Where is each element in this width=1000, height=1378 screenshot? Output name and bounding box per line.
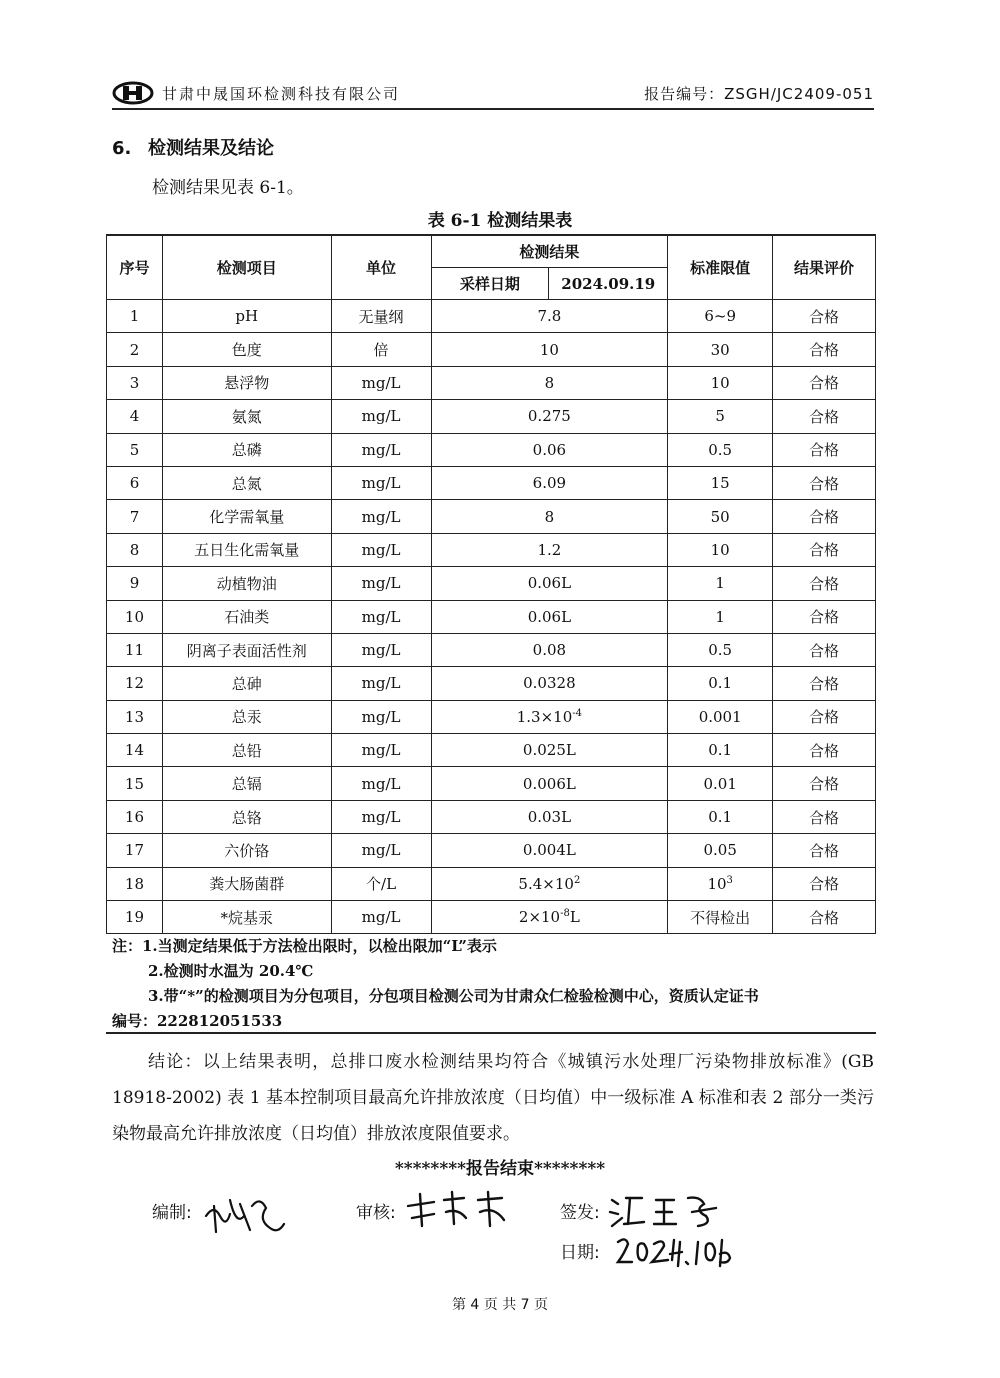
- cell-item-value: 动植物油: [216, 574, 277, 593]
- cell-result: [431, 901, 668, 934]
- cell-result: [431, 300, 668, 333]
- cell-unit: [331, 834, 431, 867]
- table-row: [107, 533, 876, 566]
- cell-item: [162, 366, 331, 399]
- cell-unit: [331, 466, 431, 499]
- cell-unit-value: mg/L: [361, 574, 401, 593]
- cell-seq: [107, 800, 163, 833]
- cell-unit-value: mg/L: [361, 707, 401, 726]
- cell-unit: [331, 867, 431, 900]
- table-row: [107, 400, 876, 433]
- cell-result-value: 0.275: [527, 407, 571, 426]
- cell-limit-value: 6~9: [704, 307, 737, 326]
- cell-seq-value: 5: [129, 440, 140, 459]
- cell-limit-value: 0.1: [708, 741, 733, 760]
- note-line-3: 3.带“*”的检测项目为分包项目，分包项目检测公司为甘肃众仁检验检测中心，资质认定证书: [148, 987, 759, 1005]
- results-body: [107, 300, 876, 934]
- table-header-row: [107, 235, 876, 268]
- cell-item: [162, 567, 331, 600]
- cell-item: [162, 700, 331, 733]
- cell-item-value: 总铬: [231, 808, 262, 827]
- cell-seq: [107, 500, 163, 533]
- header-unit: 单位: [331, 235, 431, 300]
- cell-evaluation: [773, 600, 876, 633]
- report-number: 报告编号：ZSGH/JC2409-051: [644, 84, 874, 103]
- note-line-2: 2.检测时水温为 20.4℃: [148, 962, 314, 980]
- cell-result-value: 0.06L: [527, 574, 572, 593]
- cell-item: [162, 767, 331, 800]
- cell-result: [431, 633, 668, 666]
- cell-item-value: *烷基汞: [220, 908, 274, 927]
- cell-evaluation-value: 合格: [809, 508, 840, 527]
- cell-seq: [107, 901, 163, 934]
- cell-result-value: 5.4×10: [518, 874, 574, 893]
- cell-limit: [668, 734, 773, 767]
- cell-result: [431, 667, 668, 700]
- cell-evaluation-value: 合格: [809, 741, 840, 760]
- cell-evaluation-value: 合格: [809, 407, 840, 426]
- header-result: 检测结果: [431, 235, 668, 268]
- cell-item: [162, 466, 331, 499]
- cell-result: [431, 600, 668, 633]
- cell-evaluation: [773, 867, 876, 900]
- cell-limit-value: 0.001: [698, 707, 742, 726]
- table-row: [107, 366, 876, 399]
- notes-divider: [106, 1032, 876, 1034]
- cell-unit: [331, 901, 431, 934]
- cell-result-value: 2×10: [518, 908, 561, 927]
- issued-label: 签发:: [560, 1203, 600, 1223]
- cell-result-value: 6.09: [532, 474, 567, 493]
- cell-limit-value: 0.5: [708, 641, 733, 660]
- cell-limit: [668, 800, 773, 833]
- cell-seq-value: 4: [129, 407, 140, 426]
- cell-limit: [668, 867, 773, 900]
- section-title-text: 检测结果及结论: [148, 138, 274, 159]
- cell-item-value: 阴离子表面活性剂: [186, 641, 307, 660]
- table-row: [107, 767, 876, 800]
- cell-limit: [668, 834, 773, 867]
- table-row: [107, 433, 876, 466]
- cell-unit-value: mg/L: [361, 407, 401, 426]
- cell-result-value: 1.2: [537, 540, 562, 559]
- cell-seq: [107, 533, 163, 566]
- cell-result: [431, 500, 668, 533]
- cell-limit-value: 50: [710, 507, 730, 526]
- header-item: 检测项目: [162, 235, 331, 300]
- header-limit: 标准限值: [668, 235, 773, 300]
- table-row: [107, 667, 876, 700]
- cell-evaluation-value: 合格: [809, 441, 840, 460]
- section-number: 6.: [112, 138, 132, 159]
- cell-result-value: 0.08: [532, 641, 567, 660]
- cell-result: [431, 366, 668, 399]
- cell-seq-value: 1: [129, 307, 140, 326]
- cell-result-value: 1.3×10: [516, 707, 573, 726]
- cell-evaluation: [773, 901, 876, 934]
- cell-result-value: 8: [544, 507, 555, 526]
- cell-evaluation-value: 合格: [809, 341, 840, 360]
- cell-evaluation: [773, 533, 876, 566]
- cell-evaluation: [773, 366, 876, 399]
- cell-unit: [331, 700, 431, 733]
- cell-evaluation-value: 合格: [809, 875, 840, 894]
- cell-seq-value: 7: [129, 507, 140, 526]
- cell-unit: [331, 400, 431, 433]
- cell-unit: [331, 734, 431, 767]
- cell-seq: [107, 567, 163, 600]
- cell-seq: [107, 333, 163, 366]
- cell-item-value: 总磷: [231, 441, 262, 460]
- company-logo-icon: [112, 81, 154, 105]
- cell-result: [431, 400, 668, 433]
- cell-item-value: 总砷: [231, 674, 262, 693]
- cell-unit: [331, 600, 431, 633]
- cell-evaluation: [773, 800, 876, 833]
- cell-result: [431, 867, 668, 900]
- cell-limit: [668, 667, 773, 700]
- cell-limit: [668, 300, 773, 333]
- cell-limit-value: 10: [707, 874, 727, 893]
- cell-item: [162, 300, 331, 333]
- cell-limit-value: 1: [715, 607, 725, 626]
- cell-limit: [668, 600, 773, 633]
- cell-limit-exponent: 3: [726, 874, 733, 886]
- cell-limit-value: 0.5: [708, 440, 733, 459]
- cell-limit: [668, 400, 773, 433]
- cell-item-value: 总镉: [231, 775, 262, 794]
- cell-evaluation: [773, 466, 876, 499]
- cell-unit-value: mg/L: [361, 474, 401, 493]
- cell-seq: [107, 400, 163, 433]
- cell-evaluation-value: 合格: [809, 374, 840, 393]
- cell-seq: [107, 433, 163, 466]
- cell-result-value: 0.006L: [522, 774, 576, 793]
- cell-item-value: 石油类: [224, 608, 270, 627]
- signature-date-handwritten: [614, 1232, 734, 1272]
- table-row: [107, 834, 876, 867]
- report-end-mark: ********报告结束********: [394, 1159, 606, 1179]
- cell-unit-value: 个/L: [366, 875, 397, 894]
- cell-result: [431, 466, 668, 499]
- cell-seq-value: 19: [124, 908, 144, 927]
- table-row: [107, 600, 876, 633]
- cell-result-value: 7.8: [537, 307, 562, 326]
- cell-unit: [331, 366, 431, 399]
- cell-result-value: 0.06L: [527, 607, 572, 626]
- cell-seq: [107, 633, 163, 666]
- cell-evaluation: [773, 567, 876, 600]
- cell-evaluation: [773, 767, 876, 800]
- cell-result: [431, 767, 668, 800]
- cell-limit: [668, 500, 773, 533]
- cell-item: [162, 433, 331, 466]
- cell-evaluation: [773, 400, 876, 433]
- reviewer-signature: [404, 1188, 514, 1232]
- cell-unit-value: mg/L: [361, 540, 401, 559]
- cell-item: [162, 633, 331, 666]
- cell-unit: [331, 767, 431, 800]
- cell-evaluation-value: 合格: [809, 708, 840, 727]
- cell-unit: [331, 333, 431, 366]
- cell-seq: [107, 667, 163, 700]
- table-row: [107, 500, 876, 533]
- cell-result-exponent: -4: [572, 707, 582, 719]
- cell-evaluation-value: 合格: [809, 474, 840, 493]
- cell-result: [431, 834, 668, 867]
- cell-evaluation: [773, 333, 876, 366]
- cell-seq-value: 8: [129, 540, 140, 559]
- table-caption: 表 6-1 检测结果表: [427, 211, 573, 231]
- cell-seq: [107, 366, 163, 399]
- header-sample-date-label: 采样日期: [431, 268, 549, 300]
- cell-seq: [107, 600, 163, 633]
- cell-limit: [668, 466, 773, 499]
- cell-unit-value: mg/L: [361, 741, 401, 760]
- table-row: [107, 333, 876, 366]
- cell-seq: [107, 834, 163, 867]
- cell-item: [162, 901, 331, 934]
- cell-item: [162, 800, 331, 833]
- cell-result-value: 0.025L: [522, 741, 576, 760]
- table-row: [107, 300, 876, 333]
- table-row: [107, 734, 876, 767]
- cell-evaluation: [773, 734, 876, 767]
- table-row: [107, 633, 876, 666]
- cell-evaluation-value: 合格: [809, 608, 840, 627]
- cell-seq-value: 16: [124, 808, 144, 827]
- cell-unit: [331, 533, 431, 566]
- cell-result-value: 0.06: [532, 440, 567, 459]
- cell-evaluation: [773, 433, 876, 466]
- cell-limit-value: 0.05: [703, 841, 737, 860]
- cell-limit: [668, 567, 773, 600]
- cell-limit: [668, 700, 773, 733]
- cell-limit-value: 0.1: [708, 808, 733, 827]
- cell-limit: [668, 533, 773, 566]
- conclusion: [112, 1044, 874, 1152]
- cell-seq-value: 15: [124, 774, 144, 793]
- cell-evaluation-value: 合格: [809, 574, 840, 593]
- cell-limit-value: 10: [710, 540, 730, 559]
- cell-limit-value: 5: [715, 407, 725, 426]
- cell-unit: [331, 500, 431, 533]
- cell-limit: [668, 901, 773, 934]
- header-evaluation: 结果评价: [773, 235, 876, 300]
- cell-item: [162, 734, 331, 767]
- cell-evaluation-value: 合格: [809, 908, 840, 927]
- cell-unit-value: mg/L: [361, 908, 401, 927]
- cell-result-exponent: 2: [573, 874, 581, 886]
- cell-evaluation: [773, 700, 876, 733]
- cell-result-suffix: L: [569, 908, 580, 927]
- cell-item-value: 氨氮: [231, 407, 262, 426]
- cell-seq-value: 14: [124, 741, 144, 760]
- cell-seq-value: 12: [124, 674, 144, 693]
- results-table: [106, 234, 876, 934]
- cell-seq-value: 17: [124, 841, 144, 860]
- cell-item: [162, 667, 331, 700]
- cell-unit-value: mg/L: [361, 641, 401, 660]
- date-label: 日期:: [560, 1243, 600, 1263]
- cell-item-value: 总氮: [231, 474, 262, 493]
- cell-limit-value: 10: [710, 373, 730, 392]
- cell-item: [162, 834, 331, 867]
- cell-limit: [668, 333, 773, 366]
- cell-unit-value: 倍: [373, 341, 389, 360]
- cell-result: [431, 533, 668, 566]
- cell-item-value: 粪大肠菌群: [209, 875, 285, 894]
- cell-evaluation-value: 合格: [809, 307, 840, 326]
- table-row: [107, 800, 876, 833]
- cell-evaluation-value: 合格: [809, 841, 840, 860]
- cell-unit-value: mg/L: [361, 841, 401, 860]
- cell-limit-value: 0.01: [703, 774, 737, 793]
- cell-seq-value: 10: [124, 607, 144, 626]
- cell-unit: [331, 667, 431, 700]
- cell-result: [431, 734, 668, 767]
- compiled-label: 编制:: [152, 1203, 192, 1223]
- cell-seq-value: 2: [129, 340, 140, 359]
- conclusion-text: 结论：以上结果表明，总排口废水检测结果均符合《城镇污水处理厂污染物排放标准》(GB 18918-2002) 表 1 基本控制项目最高允许排放浓度（日均值）中一级标准 A 标准和表 2 部分一类污染物最高允许排放浓度（日均值）排放浓度限值要求。: [112, 1052, 874, 1144]
- cell-unit: [331, 567, 431, 600]
- cell-limit: [668, 767, 773, 800]
- header-sample-date: 2024.09.19: [549, 268, 668, 300]
- cell-result-value: 10: [539, 340, 559, 359]
- note-line-1: 注：1.当测定结果低于方法检出限时，以检出限加“L”表示: [112, 937, 497, 955]
- cell-unit: [331, 800, 431, 833]
- cell-limit-value: 不得检出: [690, 908, 751, 927]
- cell-limit: [668, 366, 773, 399]
- cell-evaluation: [773, 667, 876, 700]
- cell-item-value: 六价铬: [224, 841, 270, 860]
- cell-limit-value: 1: [715, 574, 725, 593]
- table-notes: [112, 934, 874, 1034]
- cell-item-value: 总汞: [231, 708, 262, 727]
- cell-result: [431, 800, 668, 833]
- cell-seq: [107, 700, 163, 733]
- cell-unit: [331, 300, 431, 333]
- cell-unit-value: mg/L: [361, 440, 401, 459]
- cell-item: [162, 600, 331, 633]
- company-name: 甘肃中晟国环检测科技有限公司: [162, 84, 401, 103]
- cell-evaluation-value: 合格: [809, 674, 840, 693]
- cell-evaluation-value: 合格: [809, 641, 840, 660]
- cell-item: [162, 333, 331, 366]
- cell-unit: [331, 633, 431, 666]
- cell-result-value: 0.0328: [523, 674, 576, 693]
- cell-result: [431, 333, 668, 366]
- header-seq: 序号: [107, 235, 163, 300]
- cell-item-value: 五日生化需氧量: [194, 541, 300, 560]
- cell-item: [162, 533, 331, 566]
- cell-result-exponent: -8: [560, 908, 570, 920]
- note-line-4: 编号：222812051533: [112, 1012, 283, 1030]
- cell-seq-value: 11: [124, 641, 144, 660]
- cell-result: [431, 700, 668, 733]
- cell-unit-value: mg/L: [361, 774, 401, 793]
- page-footer: 第 4 页 共 7 页: [451, 1297, 549, 1313]
- cell-result-value: 0.03L: [527, 808, 572, 827]
- cell-unit-value: mg/L: [361, 507, 401, 526]
- cell-result: [431, 433, 668, 466]
- cell-seq: [107, 466, 163, 499]
- page-header: [112, 78, 874, 110]
- cell-item-value: 化学需氧量: [209, 508, 285, 527]
- cell-evaluation-value: 合格: [809, 541, 840, 560]
- table-row: [107, 567, 876, 600]
- cell-evaluation: [773, 300, 876, 333]
- reviewed-label: 审核:: [356, 1203, 396, 1223]
- cell-unit-value: 无量纲: [358, 307, 404, 326]
- cell-item: [162, 400, 331, 433]
- cell-result: [431, 567, 668, 600]
- table-row: [107, 901, 876, 934]
- compiler-signature: [200, 1186, 290, 1242]
- cell-seq-value: 9: [129, 574, 140, 593]
- section-title: [112, 134, 274, 160]
- table-row: [107, 700, 876, 733]
- cell-evaluation: [773, 834, 876, 867]
- header-brand: [112, 81, 400, 105]
- cell-limit-value: 15: [710, 474, 730, 493]
- cell-evaluation-value: 合格: [809, 808, 840, 827]
- cell-evaluation: [773, 500, 876, 533]
- cell-item-value: 色度: [231, 341, 262, 360]
- cell-unit-value: mg/L: [361, 808, 401, 827]
- cell-limit: [668, 633, 773, 666]
- cell-unit: [331, 433, 431, 466]
- cell-result-value: 8: [544, 373, 555, 392]
- cell-seq-value: 13: [124, 707, 144, 726]
- cell-limit: [668, 433, 773, 466]
- table-row: [107, 466, 876, 499]
- cell-seq: [107, 767, 163, 800]
- cell-unit-value: mg/L: [361, 674, 401, 693]
- cell-result-value: 0.004L: [522, 841, 576, 860]
- cell-limit-value: 30: [710, 340, 730, 359]
- cell-seq-value: 6: [129, 474, 140, 493]
- cell-limit-value: 0.1: [708, 674, 733, 693]
- cell-evaluation-value: 合格: [809, 775, 840, 794]
- issuer-signature: [608, 1190, 724, 1230]
- section-intro: 检测结果见表 6-1。: [152, 178, 304, 198]
- cell-seq: [107, 734, 163, 767]
- table-row: [107, 867, 876, 900]
- cell-evaluation: [773, 633, 876, 666]
- cell-seq: [107, 867, 163, 900]
- cell-item: [162, 500, 331, 533]
- cell-item-value: 总铅: [231, 741, 262, 760]
- cell-seq: [107, 300, 163, 333]
- cell-item: [162, 867, 331, 900]
- cell-item-value: pH: [235, 307, 259, 326]
- cell-item-value: 悬浮物: [224, 374, 270, 393]
- cell-seq-value: 18: [124, 874, 144, 893]
- cell-seq-value: 3: [129, 373, 140, 392]
- cell-unit-value: mg/L: [361, 607, 401, 626]
- cell-unit-value: mg/L: [361, 373, 401, 392]
